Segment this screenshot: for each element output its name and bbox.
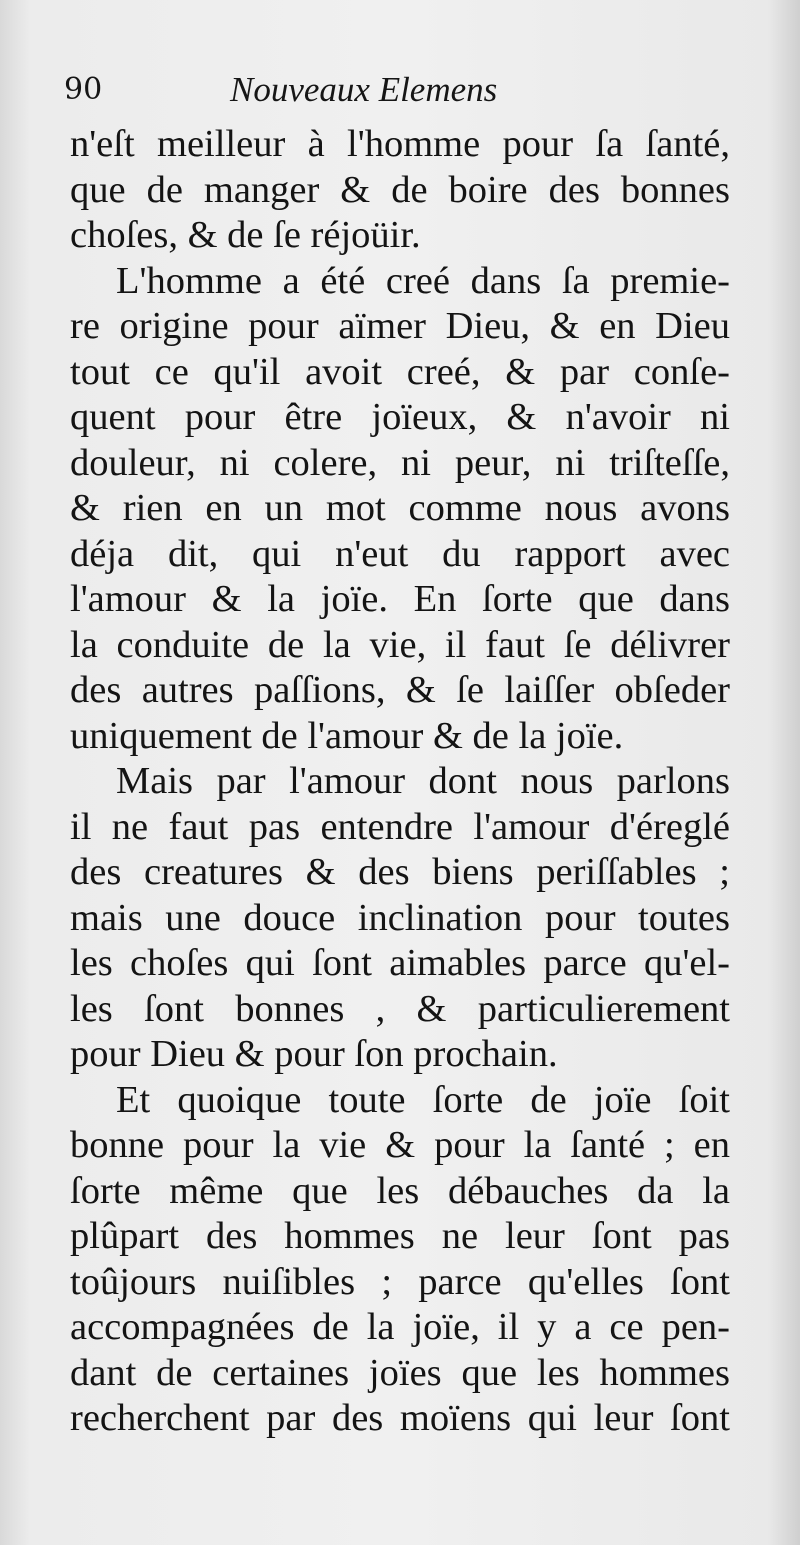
text-line: quent pour être joïeux, & n'avoir ni	[70, 396, 730, 438]
running-title: Nouveaux Elemens	[230, 70, 498, 109]
text-line: la conduite de la vie, il faut ſe délivrer	[70, 623, 730, 666]
text-line: il ne faut pas entendre l'amour d'éreglé	[70, 805, 730, 848]
text-line: Et quoique toute ſorte de joïe ſoit	[116, 1078, 730, 1121]
text-line: recherchent par des moïens qui leur ſont	[70, 1397, 730, 1439]
text-line: & rien en un mot comme nous avons	[70, 487, 730, 529]
text-line: toûjours nuiſibles ; parce qu'elles ſont	[70, 1260, 730, 1303]
text-line: l'amour & la joïe. En ſorte que dans	[70, 578, 730, 620]
text-line: ſorte même que les débauches da la	[70, 1169, 730, 1212]
text-line: mais une douce inclination pour toutes	[70, 896, 730, 939]
page-header	[64, 66, 744, 116]
text-line: plûpart des hommes ne leur ſont pas	[70, 1215, 730, 1257]
text-line: n'eſt meilleur à l'homme pour ſa ſanté,	[70, 123, 730, 165]
text-line: choſes, & de ſe réjoüir.	[70, 214, 421, 256]
text-line: accompagnées de la joïe, il y a ce pen-	[70, 1306, 730, 1348]
text-line: uniquement de l'amour & de la joïe.	[70, 714, 624, 757]
text-line: dant de certaines joïes que les hommes	[70, 1351, 730, 1394]
text-line: Mais par l'amour dont nous parlons	[116, 760, 730, 802]
text-line: douleur, ni colere, ni peur, ni triſteſſe,	[70, 441, 730, 484]
body-text	[70, 122, 730, 1442]
text-line: les choſes qui ſont aimables parce qu'el-	[70, 942, 730, 984]
text-line: tout ce qu'il avoit creé, & par conſe-	[70, 350, 730, 393]
text-line: bonne pour la vie & pour la ſanté ; en	[70, 1124, 730, 1166]
text-line: des autres paſſions, & ſe laiſſer obſeder	[70, 669, 730, 711]
page-number: 90	[64, 72, 103, 107]
text-line: que de manger & de boire des bonnes	[70, 168, 730, 211]
text-line: déja dit, qui n'eut du rapport avec	[70, 532, 730, 575]
text-line: les ſont bonnes , & particulierement	[70, 987, 730, 1030]
text-line: des creatures & des biens periſſables ;	[70, 851, 730, 893]
text-line: re origine pour aïmer Dieu, & en Dieu	[70, 305, 730, 347]
text-line: pour Dieu & pour ſon prochain.	[70, 1033, 558, 1075]
text-line: L'homme a été creé dans ſa premie-	[116, 259, 730, 302]
